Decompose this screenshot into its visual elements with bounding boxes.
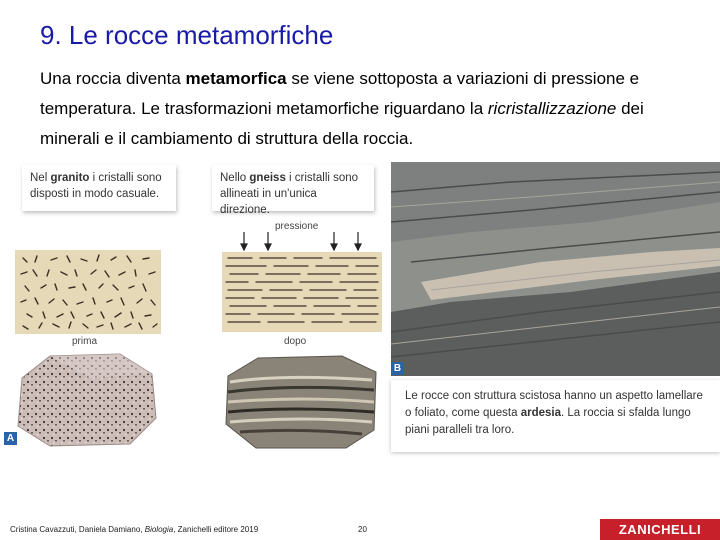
gneiss-rock-image xyxy=(222,352,382,452)
before-label: prima xyxy=(72,336,98,347)
slide-title: 9. Le rocce metamorfiche xyxy=(40,20,334,50)
granite-caption: Nel granito i cristalli sono disposti in modo casuale. xyxy=(22,165,176,211)
aligned-crystals-pattern xyxy=(222,252,382,332)
slate-photo xyxy=(391,162,720,376)
granite-rock-image xyxy=(10,348,160,448)
keyword-ricristallizzazione: ricristallizzazione xyxy=(487,99,617,118)
after-label: dopo xyxy=(284,336,307,347)
footer-credits: Cristina Cavazzuti, Daniela Damiano, Biologia, Zanichelli editore 2019 xyxy=(10,525,259,534)
keyword-metamorfica: metamorfica xyxy=(185,69,287,88)
page-number: 20 xyxy=(358,525,367,534)
random-crystals-pattern xyxy=(15,250,161,334)
slate-caption: Le rocce con struttura scistosa hanno un aspetto lamellare o foliato, come questa ardesia. La roccia si sfalda lungo piani paralleli tra loro. xyxy=(391,380,720,452)
gneiss-caption: Nello gneiss i cristalli sono allineati in un'unica direzione. xyxy=(212,165,374,211)
pressure-label: pressione xyxy=(275,221,319,232)
figure-b-badge: B xyxy=(391,362,404,375)
figure-a-badge: A xyxy=(4,432,17,445)
intro-paragraph: Una roccia diventa metamorfica se viene sottoposta a variazioni di pressione e temperatura. Le trasformazioni metamorfiche riguardano la ricristallizzazione dei minerali e il cambiamento di struttura della roccia. xyxy=(40,69,644,148)
zanichelli-logo: ZANICHELLI xyxy=(600,519,720,540)
